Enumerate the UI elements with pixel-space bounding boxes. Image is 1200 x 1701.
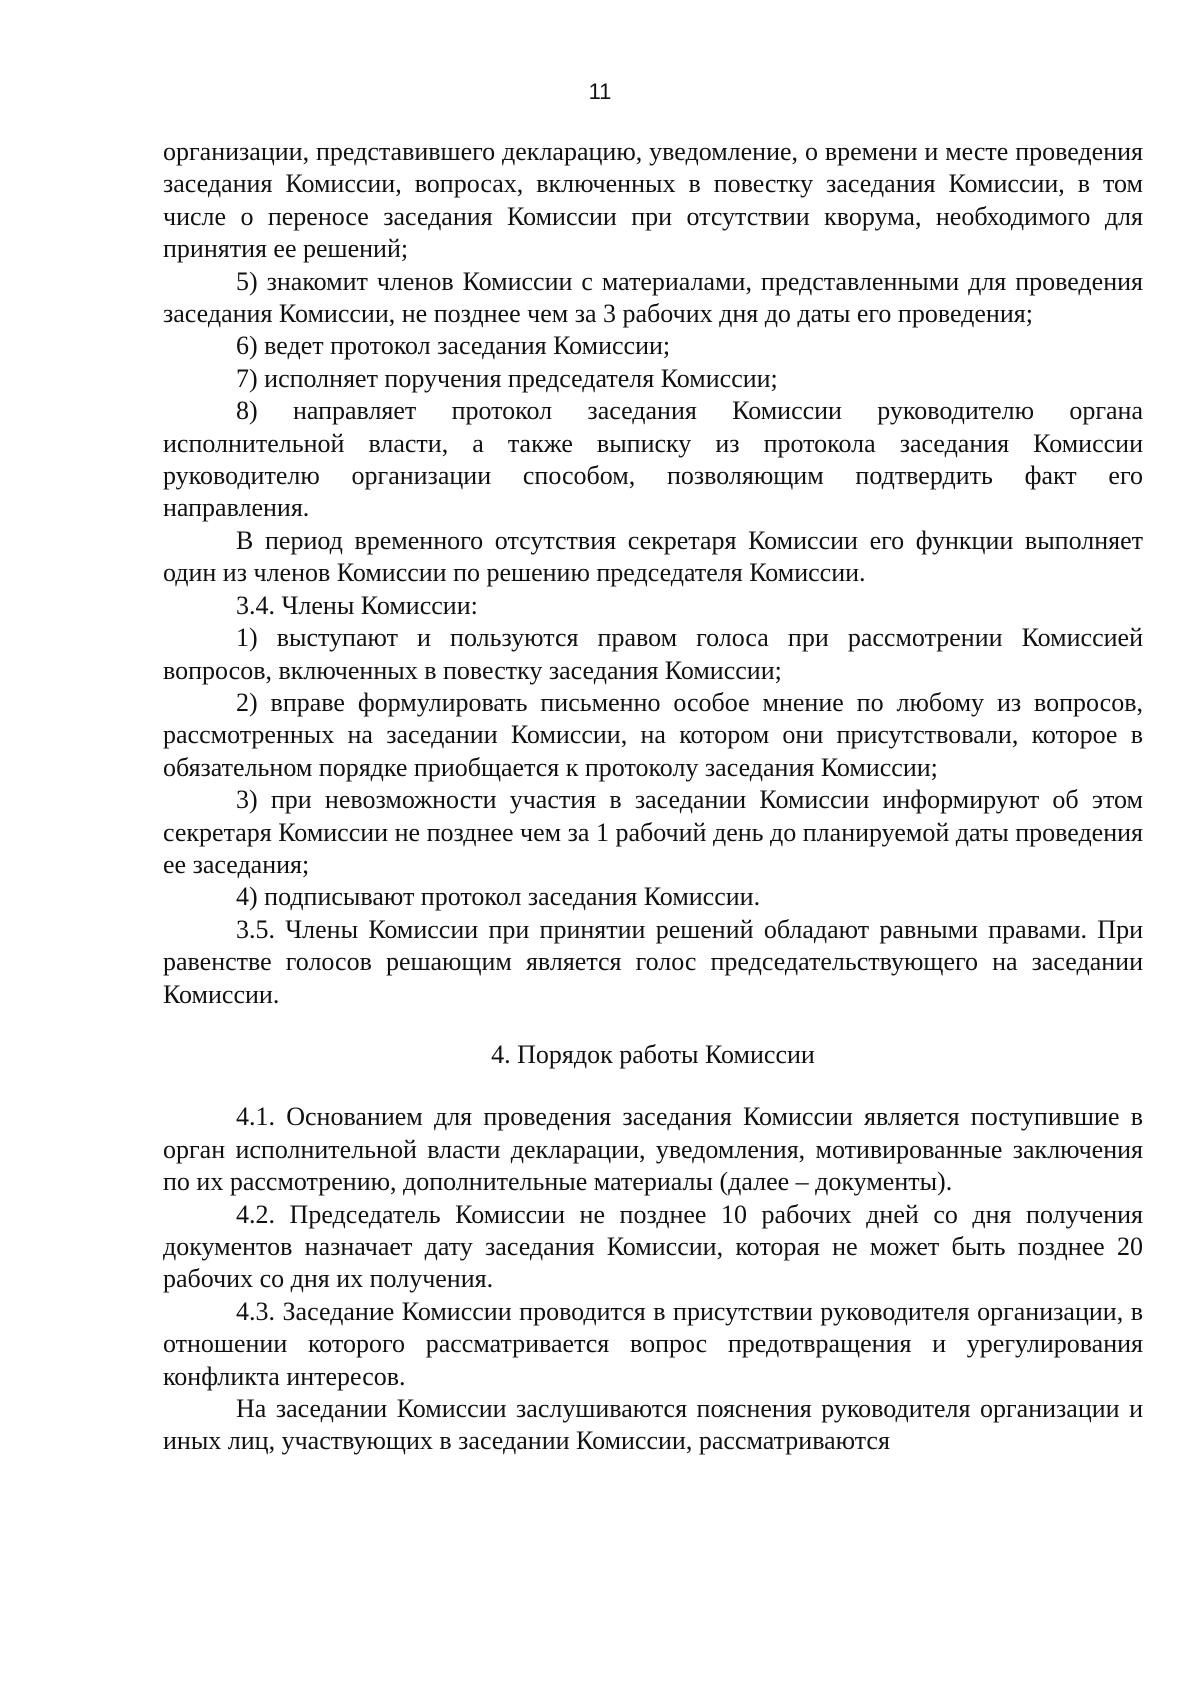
paragraph: В период временного отсутствия секретаря Комиссии его функции выполняет один из членов Комиссии по решению председателя Комиссии. bbox=[163, 525, 1143, 588]
paragraph: 6) ведет протокол заседания Комиссии; bbox=[236, 331, 671, 361]
paragraph: 4.1. Основанием для проведения заседания Комиссии является поступившие в орган исполнительной власти декларации, уведомления, мотивированные заключения по их рассмотрению, дополнительные материалы (далее – документы). bbox=[163, 1102, 1143, 1197]
document-body bbox=[163, 136, 1143, 1458]
paragraph: 3.4. Члены Комиссии: bbox=[236, 590, 478, 620]
paragraph: На заседании Комиссии заслушиваются пояснения руководителя организации и иных лиц, участвующих в заседании Комиссии, рассматриваются bbox=[163, 1394, 1143, 1456]
paragraph: 4.2. Председатель Комиссии не позднее 10 рабочих дней со дня получения документов назначает дату заседания Комиссии, которая не может быть позднее 20 рабочих со дня их получения. bbox=[163, 1199, 1143, 1294]
paragraph: 4) подписывают протокол заседания Комиссии. bbox=[236, 882, 761, 912]
page-number: 11 bbox=[588, 79, 612, 104]
section-heading: 4. Порядок работы Комиссии bbox=[491, 1039, 815, 1069]
paragraph: 3) при невозможности участия в заседании Комиссии информируют об этом секретаря Комиссии не позднее чем за 1 рабочий день до планируемой даты проведения ее заседания; bbox=[163, 785, 1143, 879]
paragraph: 7) исполняет поручения председателя Комиссии; bbox=[236, 363, 778, 393]
paragraph: организации, представившего декларацию, уведомление, о времени и месте проведения заседания Комиссии, вопросах, включенных в повестку заседания Комиссии, в том числе о переносе заседания Комиссии при отсутствии кворума, необходимого для принятия ее решений; bbox=[163, 137, 1143, 264]
paragraph: 5) знакомит членов Комиссии с материалами, представленными для проведения заседания Комиссии, не позднее чем за 3 рабочих дня до даты его проведения; bbox=[163, 266, 1143, 329]
paragraph: 1) выступают и пользуются правом голоса при рассмотрении Комиссией вопросов, включенных в повестку заседания Комиссии; bbox=[163, 623, 1143, 685]
paragraph: 2) вправе формулировать письменно особое мнение по любому из вопросов, рассмотренных на заседании Комиссии, на котором они присутствовали, которое в обязательном порядке приобщается к протоколу заседания Комиссии; bbox=[163, 687, 1143, 782]
paragraph: 8) направляет протокол заседания Комиссии руководителю органа исполнительной власти, а также выписку из протокола заседания Комиссии руководителю организации способом, позволяющим подтвердить факт его направления. bbox=[163, 396, 1143, 523]
paragraph: 3.5. Члены Комиссии при принятии решений обладают равными правами. При равенстве голосов решающим является голос председательствующего на заседании Комиссии. bbox=[163, 914, 1143, 1009]
paragraph: 4.3. Заседание Комиссии проводится в присутствии руководителя организации, в отношении которого рассматривается вопрос предотвращения и урегулирования конфликта интересов. bbox=[163, 1296, 1143, 1391]
